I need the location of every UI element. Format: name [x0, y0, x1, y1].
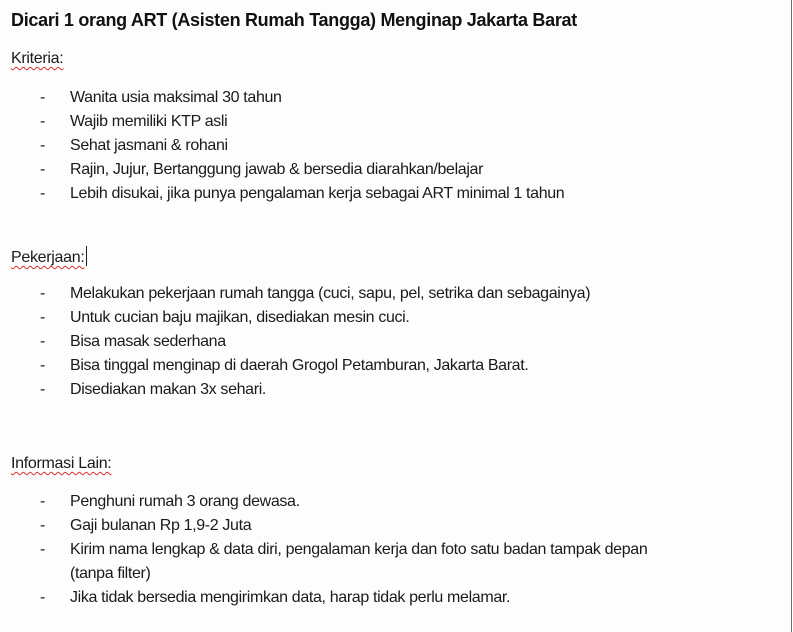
bullet-dash: -	[40, 161, 45, 178]
list-item-text: Jika tidak bersedia mengirimkan data, harap tidak perlu melamar.	[70, 589, 511, 606]
list-item	[0, 282, 590, 306]
list-item-text: Sehat jasmani & rohani	[70, 137, 228, 154]
bullet-dash: -	[40, 357, 45, 374]
text-cursor	[86, 246, 87, 266]
list-item-text: Kirim nama lengkap & data diri, pengalaman kerja dan foto satu badan tampak depan	[70, 541, 648, 558]
list-item-text: Untuk cucian baju majikan, disediakan mesin cuci.	[70, 309, 410, 326]
kriteria-list	[0, 86, 564, 206]
list-item	[0, 330, 590, 354]
list-item	[0, 538, 647, 586]
list-item	[0, 86, 564, 110]
list-item-text: Penghuni rumah 3 orang dewasa.	[70, 493, 300, 510]
list-item-text: Melakukan pekerjaan rumah tangga (cuci, sapu, pel, setrika dan sebagainya)	[70, 285, 591, 302]
section-label-text: Pekerjaan:	[11, 249, 85, 266]
list-item	[0, 354, 590, 378]
section-label-pekerjaan	[11, 246, 87, 267]
list-item-text: Lebih disukai, jika punya pengalaman kerja sebagai ART minimal 1 tahun	[70, 185, 565, 202]
list-item	[0, 490, 647, 514]
bullet-dash: -	[40, 381, 45, 398]
list-item	[0, 158, 564, 182]
list-item	[0, 182, 564, 206]
list-item-text: Disediakan makan 3x sehari.	[70, 381, 266, 398]
document-title: Dicari 1 orang ART (Asisten Rumah Tangga) Menginap Jakarta Barat	[11, 10, 577, 30]
list-item	[0, 306, 590, 330]
bullet-dash: -	[40, 113, 45, 130]
list-item-continuation: (tanpa filter)	[70, 565, 151, 582]
list-item-text: Gaji bulanan Rp 1,9-2 Juta	[70, 517, 252, 534]
list-item	[0, 110, 564, 134]
list-item-text: Bisa tinggal menginap di daerah Grogol Petamburan, Jakarta Barat.	[70, 357, 529, 374]
section-label-informasi-lain	[11, 455, 111, 473]
section-label-kriteria	[11, 50, 63, 68]
pekerjaan-list	[0, 282, 590, 402]
list-item	[0, 514, 647, 538]
bullet-dash: -	[40, 137, 45, 154]
section-label-text: Kriteria:	[11, 50, 64, 67]
bullet-dash: -	[40, 309, 45, 326]
bullet-dash: -	[40, 493, 45, 510]
list-item-text: Bisa masak sederhana	[70, 333, 226, 350]
section-label-text: Informasi Lain:	[11, 455, 112, 472]
list-item	[0, 134, 564, 158]
informasi-lain-list	[0, 490, 647, 610]
list-item-text: Wajib memiliki KTP asli	[70, 113, 228, 130]
bullet-dash: -	[40, 589, 45, 606]
bullet-dash: -	[40, 541, 45, 558]
list-item	[0, 586, 647, 610]
bullet-dash: -	[40, 285, 45, 302]
list-item	[0, 378, 590, 402]
bullet-dash: -	[40, 517, 45, 534]
bullet-dash: -	[40, 185, 45, 202]
list-item-text: Rajin, Jujur, Bertanggung jawab & bersedia diarahkan/belajar	[70, 161, 484, 178]
list-item-text: Wanita usia maksimal 30 tahun	[70, 89, 282, 106]
bullet-dash: -	[40, 89, 45, 106]
bullet-dash: -	[40, 333, 45, 350]
